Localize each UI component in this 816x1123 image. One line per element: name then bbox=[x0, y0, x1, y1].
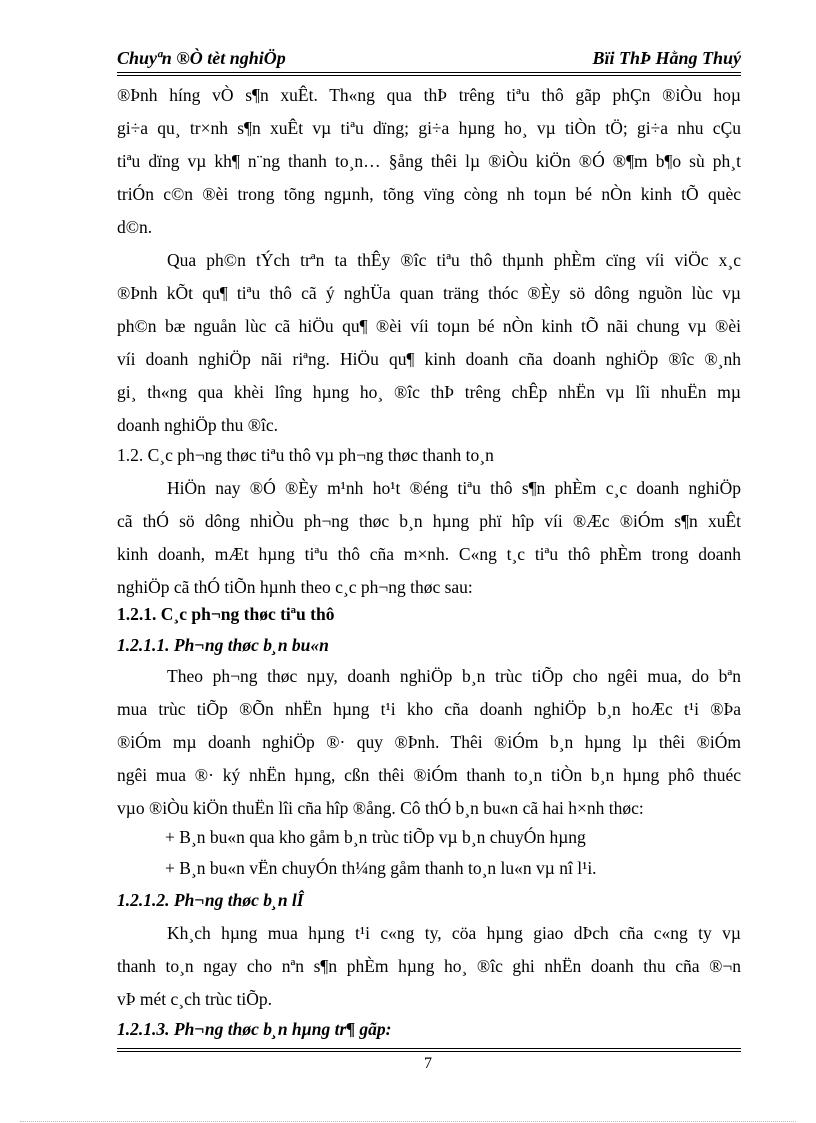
body-line: vµo ®iÒu kiÖn thuËn lîi cña hîp ®ång. Cô thÓ b¸n bu«n cã hai h×nh thøc: bbox=[117, 798, 644, 818]
body-line: ®Þnh híng vÒ s¶n xuÊt. Th«ng qua thÞ trêng tiªu thô gãp phÇn ®iÒu hoµ bbox=[117, 85, 741, 105]
page-header bbox=[117, 48, 741, 72]
body-line: doanh nghiÖp thu ®îc. bbox=[117, 415, 279, 435]
header-author: Bïi ThÞ Hằng Thuý bbox=[592, 48, 741, 68]
page-boundary bbox=[20, 1121, 796, 1122]
paragraph-first-line: Kh¸ch hµng mua hµng t¹i c«ng ty, cöa hµng giao dÞch cña c«ng ty vµ bbox=[167, 923, 741, 943]
subsubsection-heading: 1.2.1.2. Ph¬ng thøc b¸n lÎ bbox=[117, 890, 304, 910]
list-item: + B¸n bu«n vËn chuyÓn th¼ng gåm thanh to¸n lu«n vµ nî l¹i. bbox=[165, 858, 597, 878]
body-line: gi÷a qu¸ tr×nh s¶n xuÊt vµ tiªu dïng; gi÷a hµng ho¸ vµ tiÒn tÖ; gi÷a nhu cÇu bbox=[117, 118, 741, 138]
page-number: 7 bbox=[424, 1055, 432, 1072]
subsubsection-heading: 1.2.1.3. Ph¬ng thøc b¸n hµng tr¶ gãp: bbox=[117, 1019, 392, 1039]
body-line: ngêi mua ®· ký nhËn hµng, cßn thêi ®iÓm thanh to¸n tiÒn b¸n hµng phô thuéc bbox=[117, 765, 741, 785]
body-line: ph©n bæ nguån lùc cã hiÖu qu¶ ®èi víi toµn bé nÒn kinh tÕ nãi chung vµ ®èi bbox=[117, 316, 741, 336]
list-item: + B¸n bu«n qua kho gåm b¸n trùc tiÕp vµ b¸n chuyÓn hµng bbox=[165, 827, 586, 847]
body-line: gi¸ th«ng qua khèi lîng hµng ho¸ ®îc thÞ trêng chÊp nhËn vµ lîi nhuËn mµ bbox=[117, 382, 741, 402]
body-line: ®iÓm mµ doanh nghiÖp ®· quy ®Þnh. Thêi ®iÓm b¸n hµng lµ thêi ®iÓm bbox=[117, 732, 741, 752]
subsection-heading: 1.2.1. C¸c ph¬ng thøc tiªu thô bbox=[117, 604, 335, 624]
header-title: Chuyªn ®Ò tèt nghiÖp bbox=[117, 48, 286, 68]
body-line: cã thÓ sö dông nhiÒu ph¬ng thøc b¸n hµng phï hîp víi ®Æc ®iÓm s¶n xuÊt bbox=[117, 511, 741, 531]
body-line: thanh to¸n ngay cho nªn s¶n phÈm hµng ho¸ ®îc ghi nhËn doanh thu cña ®¬n bbox=[117, 956, 741, 976]
body-line: nghiÖp cã thÓ tiÕn hµnh theo c¸c ph¬ng thøc sau: bbox=[117, 577, 473, 597]
footer-rule-thin bbox=[117, 1048, 741, 1049]
body-line: kinh doanh, mÆt hµng tiªu thô cña m×nh. C«ng t¸c tiªu thô phÈm trong doanh bbox=[117, 544, 741, 564]
body-line: víi doanh nghiÖp nãi riªng. HiÖu qu¶ kinh doanh cña doanh nghiÖp ®îc ®¸nh bbox=[117, 349, 741, 369]
section-heading: 1.2. C¸c ph¬ng thøc tiªu thô vµ ph¬ng thøc thanh to¸n bbox=[117, 445, 494, 465]
body-line: vÞ mét c¸ch trùc tiÕp. bbox=[117, 989, 273, 1009]
body-line: ®Þnh kÕt qu¶ tiªu thô cã ý nghÜa quan träng thóc ®Èy sö dông nguồn lùc vµ bbox=[117, 283, 741, 303]
paragraph-first-line: Qua ph©n tÝch trªn ta thÊy ®îc tiªu thô thµnh phÈm cïng víi viÖc x¸c bbox=[167, 250, 741, 270]
header-rule-thin bbox=[117, 75, 741, 76]
paragraph-first-line: HiÖn nay ®Ó ®Èy m¹nh ho¹t ®éng tiªu thô s¶n phÈm c¸c doanh nghiÖp bbox=[167, 478, 741, 498]
header-rule bbox=[117, 72, 741, 73]
body-line: d©n. bbox=[117, 217, 153, 237]
footer-rule bbox=[117, 1051, 741, 1052]
body-line: tiªu dïng vµ kh¶ n¨ng thanh to¸n… §ång thêi lµ ®iÒu kiÖn ®Ó ®¶m b¶o sù ph¸t bbox=[117, 151, 741, 171]
paragraph-first-line: Theo ph¬ng thøc nµy, doanh nghiÖp b¸n trùc tiÕp cho ngêi mua, do bªn bbox=[167, 666, 741, 686]
subsubsection-heading: 1.2.1.1. Ph¬ng thøc b¸n bu«n bbox=[117, 635, 329, 655]
body-line: triÓn c©n ®èi trong tõng ngµnh, tõng vïng còng nh toµn bé nÒn kinh tÕ quèc bbox=[117, 184, 741, 204]
body-line: mua trùc tiÕp ®Õn nhËn hµng t¹i kho cña doanh nghiÖp b¸n hoÆc t¹i ®Þa bbox=[117, 699, 741, 719]
